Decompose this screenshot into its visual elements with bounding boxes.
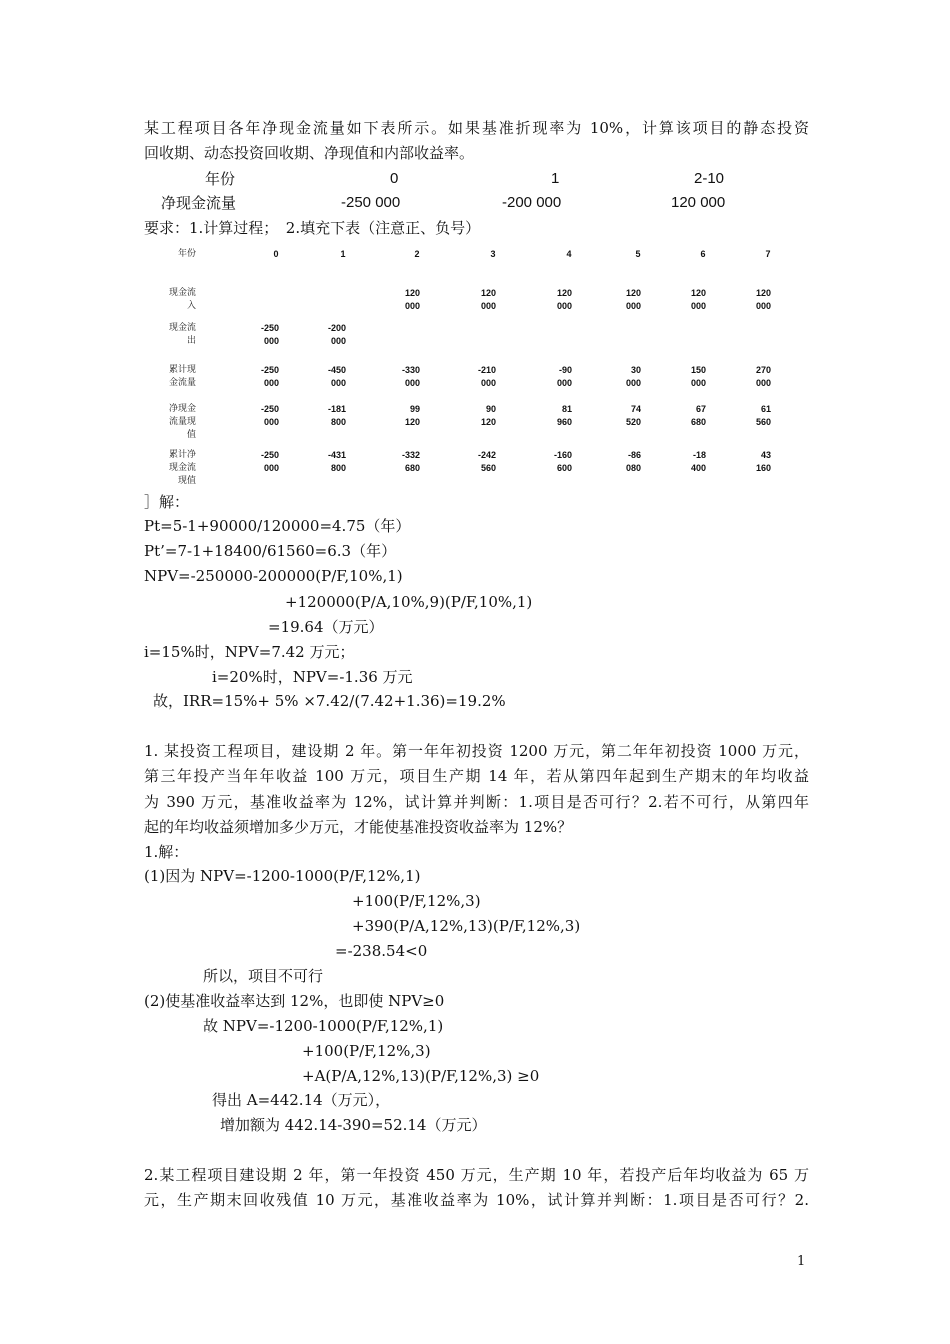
table-cell: -250 (260, 365, 279, 375)
page-number: 1 (797, 1254, 806, 1269)
table-cell: -250 (260, 450, 279, 460)
table-cell: 000 (404, 378, 420, 388)
solution-heading: ］解： (144, 493, 190, 511)
table-header-year: 1 (340, 249, 346, 259)
summary-flow-0: -250 000 (341, 194, 401, 211)
problem-1-line-1: 1. 某投资工程项目，建设期 2 年。第一年年初投资 1200 万元，第二年年初投资 1000 万元， (144, 742, 809, 760)
intro-line-1: 某工程项目各年净现金流量如下表所示。如果基准折现率为 10%，计算该项目的静态投资 (144, 119, 809, 137)
table-cell: -90 (558, 365, 572, 375)
table-cell: 270 (755, 365, 771, 375)
table-cell: 000 (556, 378, 572, 388)
problem-2-line-1: 2.某工程项目建设期 2 年，第一年投资 450 万元，生产期 10 年，若投产后年均收益为 65 万 (144, 1166, 809, 1184)
npv-formula-3: +390(P/A,12%,13)(P/F,12%,3) (352, 917, 581, 935)
summary-flow-1: -200 000 (502, 194, 562, 211)
table-cell: 560 (480, 463, 496, 473)
table-cell: 120 (480, 288, 496, 298)
table-cell: 000 (330, 378, 346, 388)
table-cell: 120 (404, 288, 420, 298)
table-cell: 000 (263, 378, 279, 388)
table-cell: 600 (556, 463, 572, 473)
table-row-label: 金流量 (168, 378, 196, 388)
table-cell: 000 (690, 378, 706, 388)
table-cell: 000 (556, 301, 572, 311)
table-row-label: 累计现 (168, 365, 196, 375)
table-cell: 000 (263, 417, 279, 427)
summary-year-0: 0 (390, 170, 399, 187)
table-header-year: 3 (490, 249, 496, 259)
problem-1-line-3: 为 390 万元，基准收益率为 12%，试计算并判断：1.项目是否可行？2.若不可行，从第四年 (144, 793, 809, 811)
summary-year-label: 年份 (205, 170, 236, 188)
npv-formula-2: +100(P/F,12%,3) (352, 892, 481, 910)
table-row-label: 出 (186, 336, 196, 346)
table-cell: 120 (690, 288, 706, 298)
table-cell: -200 (327, 323, 346, 333)
table-row-label: 入 (186, 301, 196, 311)
table-row-label: 累计净 (168, 450, 196, 460)
table-cell: 000 (480, 301, 496, 311)
conclusion-not-feasible: 所以，项目不可行 (203, 967, 324, 985)
table-cell: 520 (625, 417, 641, 427)
increase-result: 增加额为 442.14-390=52.14（万元） (220, 1116, 487, 1134)
table-cell: 74 (630, 404, 641, 414)
problem-1-line-2: 第三年投产当年年收益 100 万元，项目生产期 14 年，若从第四年起到生产期末的年均收益 (144, 767, 809, 785)
table-cell: -160 (553, 450, 572, 460)
table-row-label: 现金流 (168, 288, 196, 298)
table-cell: -330 (401, 365, 420, 375)
table-cell: 120 (755, 288, 771, 298)
npv-a-formula-1: 故 NPV=-1200-1000(P/F,12%,1) (203, 1017, 444, 1035)
table-row-label: 现金流 (168, 323, 196, 333)
table-row-label: 现金流 (168, 463, 196, 473)
table-header-year: 6 (700, 249, 706, 259)
table-cell: 680 (404, 463, 420, 473)
table-cell: 000 (625, 378, 641, 388)
table-cell: 680 (690, 417, 706, 427)
npv-formula-result: =-238.54<0 (335, 942, 428, 960)
table-cell: 90 (485, 404, 496, 414)
problem-2-line-2: 元，生产期末回收残值 10 万元，基准收益率为 10%，试计算并判断：1.项目是否可行？2. (144, 1191, 809, 1209)
table-cell: -18 (692, 450, 706, 460)
table-cell: -250 (260, 323, 279, 333)
static-payback: Pt=5-1+90000/120000=4.75（年） (144, 517, 411, 535)
table-header-year: 4 (566, 249, 572, 259)
npv-at-20: i=20%时，NPV=-1.36 万元 (212, 668, 413, 686)
table-cell: 000 (690, 301, 706, 311)
summary-flow-2-10: 120 000 (671, 194, 726, 211)
summary-year-2-10: 2-10 (694, 170, 725, 187)
table-cell: 800 (330, 463, 346, 473)
table-cell: -242 (477, 450, 496, 460)
table-cell: 43 (760, 450, 771, 460)
table-cell: -210 (477, 365, 496, 375)
table-cell: 800 (330, 417, 346, 427)
table-cell: 67 (695, 404, 706, 414)
table-cell: 120 (556, 288, 572, 298)
table-cell: 30 (630, 365, 641, 375)
irr-result: 故，IRR=15%+ 5% ×7.42/(7.42+1.36)=19.2% (153, 692, 506, 710)
table-header-label: 年份 (177, 249, 196, 259)
table-cell: -86 (627, 450, 641, 460)
requirement-text: 要求：1.计算过程； 2.填充下表（注意正、负号） (144, 219, 481, 237)
table-header-year: 0 (273, 249, 279, 259)
table-row-label: 值 (186, 430, 196, 440)
table-cell: 99 (409, 404, 420, 414)
summary-flow-label: 净现金流量 (161, 194, 237, 212)
npv-line-1: NPV=-250000-200000(P/F,10%,1) (144, 567, 403, 585)
table-cell: -250 (260, 404, 279, 414)
table-row-label: 流量现 (168, 417, 196, 427)
npv-line-2: +120000(P/A,10%,9)(P/F,10%,1) (285, 593, 533, 611)
table-cell: 150 (690, 365, 706, 375)
part-2-heading: (2)使基准收益率达到 12%，也即使 NPV≥0 (144, 992, 445, 1010)
table-cell: 120 (480, 417, 496, 427)
table-cell: 120 (404, 417, 420, 427)
summary-year-1: 1 (551, 170, 560, 187)
intro-line-2: 回收期、动态投资回收期、净现值和内部收益率。 (144, 144, 475, 162)
table-cell: 000 (625, 301, 641, 311)
npv-formula-1: (1)因为 NPV=-1200-1000(P/F,12%,1) (144, 867, 421, 885)
table-cell: 000 (480, 378, 496, 388)
table-cell: 61 (760, 404, 771, 414)
table-cell: 400 (690, 463, 706, 473)
table-cell: 000 (263, 336, 279, 346)
table-cell: 000 (263, 463, 279, 473)
table-header-year: 7 (765, 249, 771, 259)
table-header-year: 5 (635, 249, 641, 259)
a-result: 得出 A=442.14（万元）， (212, 1091, 391, 1109)
table-cell: 120 (625, 288, 641, 298)
table-cell: 160 (755, 463, 771, 473)
table-cell: -332 (401, 450, 420, 460)
table-cell: 560 (755, 417, 771, 427)
table-cell: -431 (327, 450, 346, 460)
table-cell: -450 (327, 365, 346, 375)
table-cell: 81 (561, 404, 572, 414)
npv-a-formula-2: +100(P/F,12%,3) (302, 1042, 431, 1060)
npv-a-formula-3: +A(P/A,12%,13)(P/F,12%,3) ≥0 (302, 1067, 540, 1085)
table-cell: 000 (330, 336, 346, 346)
table-cell: 960 (556, 417, 572, 427)
dynamic-payback: Pt’=7-1+18400/61560=6.3（年） (144, 542, 397, 560)
npv-result: =19.64（万元） (268, 618, 384, 636)
table-cell: -181 (327, 404, 346, 414)
table-header-year: 2 (414, 249, 420, 259)
table-cell: 000 (755, 301, 771, 311)
problem-1-line-4: 起的年均收益须增加多少万元，才能使基准投资收益率为 12%？ (144, 818, 573, 836)
table-cell: 080 (625, 463, 641, 473)
npv-at-15: i=15%时，NPV=7.42 万元； (144, 643, 355, 661)
table-cell: 000 (755, 378, 771, 388)
table-row-label: 现值 (177, 476, 196, 486)
table-cell: 000 (404, 301, 420, 311)
table-row-label: 净现金 (168, 404, 196, 414)
solution-2-heading: 1.解： (144, 843, 189, 861)
